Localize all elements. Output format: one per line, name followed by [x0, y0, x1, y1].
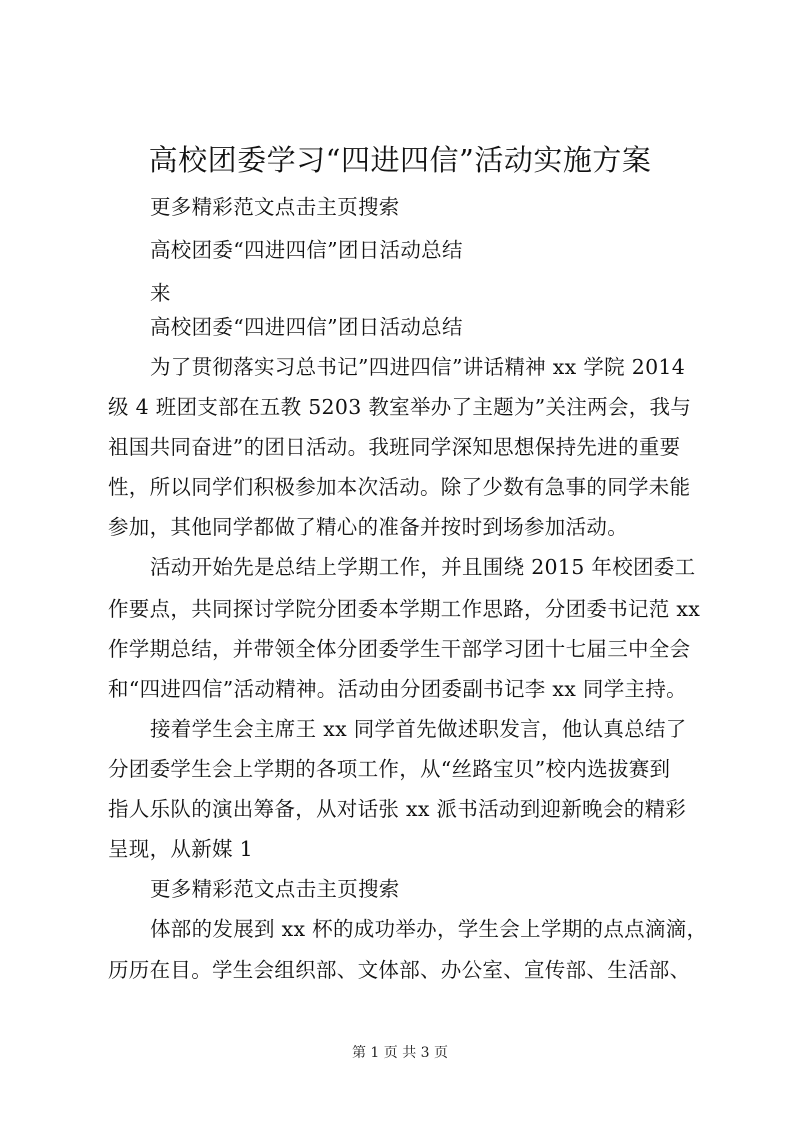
text-line: 指人乐队的演出筹备，从对话张 xx 派书活动到迎新晚会的精彩: [108, 797, 687, 821]
text-line: 活动开始先是总结上学期工作，并且围绕 2015 年校团委工: [150, 555, 696, 579]
text-line: 作学期总结，并带领全体分团委学生干部学习团十七届三中全会: [108, 637, 691, 661]
text-line: 呈现，从新媒 1: [108, 837, 253, 861]
text-line: 更多精彩范文点击主页搜索: [150, 195, 400, 219]
text-line: 接着学生会主席王 xx 同学首先做述职发言，他认真总结了: [150, 717, 687, 741]
text-line: 更多精彩范文点击主页搜索: [150, 877, 400, 901]
text-line: 历历在目。学生会组织部、文体部、办公室、宣传部、生活部、: [108, 958, 691, 982]
text-line: 作要点，共同探讨学院分团委本学期工作思路，分团委书记范 xx: [108, 597, 701, 621]
text-line: 来: [150, 281, 171, 305]
text-line: 和“四进四信”活动精神。活动由分团委副书记李 xx 同学主持。: [108, 677, 687, 701]
text-line: 参加，其他同学都做了精心的准备并按时到场参加活动。: [108, 515, 628, 539]
text-line: 级 4 班团支部在五教 5203 教室举办了主题为”关注两会，我与: [108, 395, 692, 419]
text-line: 为了贯彻落实习总书记”四进四信”讲话精神 xx 学院 2014: [150, 355, 686, 379]
document-title: 高校团委学习“四进四信”活动实施方案: [148, 143, 652, 177]
text-line: 体部的发展到 xx 杯的成功举办，学生会上学期的点点滴滴，: [150, 917, 708, 941]
page-number: 第 1 页 共 3 页: [351, 1045, 449, 1061]
text-line: 分团委学生会上学期的各项工作，从“丝路宝贝”校内选拔赛到: [108, 757, 671, 781]
text-line: 性，所以同学们积极参加本次活动。除了少数有急事的同学未能: [108, 475, 691, 499]
text-line: 高校团委“四进四信”团日活动总结: [150, 315, 463, 339]
text-line: 祖国共同奋进”的团日活动。我班同学深知思想保持先进的重要: [108, 435, 681, 459]
text-line: 高校团委“四进四信”团日活动总结: [150, 238, 463, 262]
